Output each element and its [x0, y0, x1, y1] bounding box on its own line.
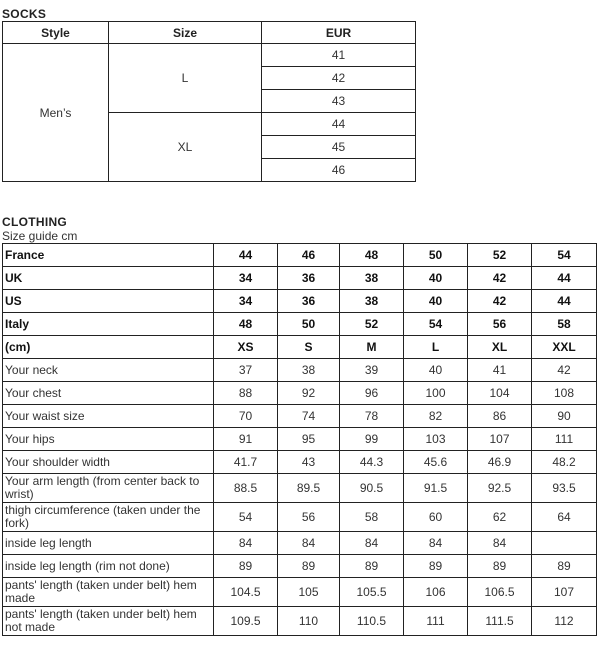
size-value-cell: 84	[278, 532, 340, 555]
socks-header-size: Size	[109, 22, 262, 44]
size-value-cell: 64	[532, 503, 597, 532]
size-value-cell: 91.5	[404, 474, 468, 503]
size-value-cell: 96	[340, 382, 404, 405]
size-value-cell: 40	[404, 290, 468, 313]
table-row	[3, 474, 597, 503]
size-value-cell: 46	[278, 244, 340, 267]
size-value-cell: 111	[532, 428, 597, 451]
table-row	[3, 267, 597, 290]
size-value-cell: 36	[278, 290, 340, 313]
size-value-cell: 106.5	[468, 578, 532, 607]
size-value-cell: 95	[278, 428, 340, 451]
socks-header-row	[3, 22, 416, 44]
row-label: thigh circumference (taken under the fork)	[3, 503, 214, 532]
size-value-cell: XXL	[532, 336, 597, 359]
row-label: pants' length (taken under belt) hem made	[3, 578, 214, 607]
socks-eur-cell: 42	[262, 67, 416, 90]
size-value-cell: 91	[214, 428, 278, 451]
size-value-cell: 58	[340, 503, 404, 532]
size-value-cell: 50	[278, 313, 340, 336]
size-value-cell: 54	[214, 503, 278, 532]
size-value-cell: 108	[532, 382, 597, 405]
row-label: Your shoulder width	[3, 451, 214, 474]
size-value-cell: 38	[340, 267, 404, 290]
socks-size-table	[2, 21, 416, 182]
size-value-cell: 84	[468, 532, 532, 555]
size-value-cell: 46.9	[468, 451, 532, 474]
size-value-cell: 107	[532, 578, 597, 607]
size-value-cell: 106	[404, 578, 468, 607]
size-value-cell: 39	[340, 359, 404, 382]
size-value-cell: 78	[340, 405, 404, 428]
size-value-cell: 41	[468, 359, 532, 382]
size-value-cell: 44	[532, 290, 597, 313]
table-row	[3, 578, 597, 607]
size-value-cell: 89	[532, 555, 597, 578]
clothing-title: CLOTHING	[2, 215, 68, 229]
size-value-cell: 105	[278, 578, 340, 607]
size-value-cell: 52	[468, 244, 532, 267]
size-value-cell: 38	[340, 290, 404, 313]
size-value-cell: 105.5	[340, 578, 404, 607]
size-value-cell: 104.5	[214, 578, 278, 607]
table-row	[3, 359, 597, 382]
row-label: Your hips	[3, 428, 214, 451]
socks-header-style: Style	[3, 22, 109, 44]
table-row	[3, 503, 597, 532]
size-value-cell: 56	[468, 313, 532, 336]
size-value-cell: 103	[404, 428, 468, 451]
table-row	[3, 313, 597, 336]
size-value-cell: 44	[214, 244, 278, 267]
size-value-cell: 99	[340, 428, 404, 451]
size-value-cell: 82	[404, 405, 468, 428]
row-label: US	[3, 290, 214, 313]
size-value-cell: L	[404, 336, 468, 359]
size-value-cell: XL	[468, 336, 532, 359]
size-value-cell: 86	[468, 405, 532, 428]
size-value-cell	[532, 532, 597, 555]
size-value-cell: 74	[278, 405, 340, 428]
size-value-cell: 93.5	[532, 474, 597, 503]
table-row	[3, 244, 597, 267]
socks-eur-cell: 44	[262, 113, 416, 136]
row-label: inside leg length (rim not done)	[3, 555, 214, 578]
size-value-cell: 42	[468, 267, 532, 290]
socks-eur-cell: 43	[262, 90, 416, 113]
size-value-cell: 40	[404, 359, 468, 382]
size-value-cell: 54	[404, 313, 468, 336]
size-value-cell: 111.5	[468, 607, 532, 636]
row-label: Italy	[3, 313, 214, 336]
size-value-cell: 60	[404, 503, 468, 532]
size-value-cell: 48.2	[532, 451, 597, 474]
size-value-cell: 52	[340, 313, 404, 336]
size-value-cell: 42	[468, 290, 532, 313]
size-value-cell: 89	[340, 555, 404, 578]
table-row	[3, 428, 597, 451]
size-value-cell: 89	[404, 555, 468, 578]
size-value-cell: 58	[532, 313, 597, 336]
table-row	[3, 382, 597, 405]
size-value-cell: 89	[278, 555, 340, 578]
socks-eur-cell: 46	[262, 159, 416, 182]
size-value-cell: 43	[278, 451, 340, 474]
table-row	[3, 451, 597, 474]
size-value-cell: 112	[532, 607, 597, 636]
size-value-cell: 89.5	[278, 474, 340, 503]
row-label: Your waist size	[3, 405, 214, 428]
clothing-subtitle: Size guide cm	[2, 229, 78, 243]
size-value-cell: 40	[404, 267, 468, 290]
size-value-cell: 88	[214, 382, 278, 405]
size-value-cell: 34	[214, 267, 278, 290]
size-value-cell: 88.5	[214, 474, 278, 503]
size-value-cell: 110	[278, 607, 340, 636]
size-value-cell: 90.5	[340, 474, 404, 503]
size-value-cell: 70	[214, 405, 278, 428]
size-value-cell: 89	[468, 555, 532, 578]
socks-eur-cell: 41	[262, 44, 416, 67]
size-value-cell: 44	[532, 267, 597, 290]
socks-size-cell: XL	[109, 113, 262, 182]
socks-row	[3, 44, 416, 67]
row-label: France	[3, 244, 214, 267]
size-value-cell: M	[340, 336, 404, 359]
size-value-cell: 90	[532, 405, 597, 428]
size-value-cell: S	[278, 336, 340, 359]
size-value-cell: XS	[214, 336, 278, 359]
size-value-cell: 109.5	[214, 607, 278, 636]
size-value-cell: 84	[340, 532, 404, 555]
size-value-cell: 56	[278, 503, 340, 532]
size-value-cell: 111	[404, 607, 468, 636]
clothing-size-table	[2, 243, 597, 636]
size-value-cell: 45.6	[404, 451, 468, 474]
size-value-cell: 37	[214, 359, 278, 382]
size-value-cell: 44.3	[340, 451, 404, 474]
size-value-cell: 110.5	[340, 607, 404, 636]
row-label: Your arm length (from center back to wrist)	[3, 474, 214, 503]
table-row	[3, 607, 597, 636]
size-value-cell: 84	[404, 532, 468, 555]
size-value-cell: 84	[214, 532, 278, 555]
row-label: UK	[3, 267, 214, 290]
size-value-cell: 50	[404, 244, 468, 267]
socks-eur-cell: 45	[262, 136, 416, 159]
socks-header-eur: EUR	[262, 22, 416, 44]
size-value-cell: 54	[532, 244, 597, 267]
table-row	[3, 555, 597, 578]
size-value-cell: 92.5	[468, 474, 532, 503]
row-label: inside leg length	[3, 532, 214, 555]
size-value-cell: 89	[214, 555, 278, 578]
size-value-cell: 107	[468, 428, 532, 451]
size-value-cell: 38	[278, 359, 340, 382]
size-value-cell: 62	[468, 503, 532, 532]
row-label: (cm)	[3, 336, 214, 359]
size-value-cell: 42	[532, 359, 597, 382]
size-value-cell: 36	[278, 267, 340, 290]
table-row	[3, 532, 597, 555]
size-value-cell: 92	[278, 382, 340, 405]
table-row	[3, 405, 597, 428]
size-value-cell: 48	[340, 244, 404, 267]
row-label: Your neck	[3, 359, 214, 382]
table-row	[3, 290, 597, 313]
size-value-cell: 48	[214, 313, 278, 336]
socks-title: SOCKS	[2, 7, 47, 21]
row-label: pants' length (taken under belt) hem not made	[3, 607, 214, 636]
row-label: Your chest	[3, 382, 214, 405]
size-value-cell: 104	[468, 382, 532, 405]
table-row	[3, 336, 597, 359]
size-value-cell: 34	[214, 290, 278, 313]
size-value-cell: 100	[404, 382, 468, 405]
size-value-cell: 41.7	[214, 451, 278, 474]
socks-size-cell: L	[109, 44, 262, 113]
socks-style-cell: Men’s	[3, 44, 109, 182]
